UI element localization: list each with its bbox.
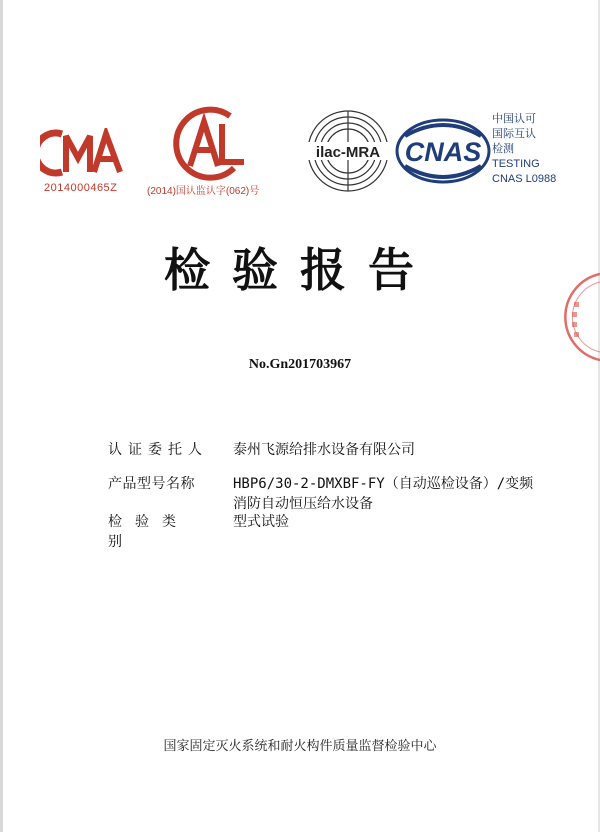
cnas-line: CNAS L0988 (492, 173, 557, 185)
field-value (233, 474, 573, 514)
field-label: 产品型号名称 (108, 476, 195, 492)
issuing-organization: 国家固定灭火系统和耐火构件质量监督检验中心 (163, 739, 437, 754)
cal-logo (168, 104, 254, 182)
cnas-line: 检测 (492, 143, 514, 155)
cnas-line: TESTING (492, 158, 540, 170)
cnas-accreditation-text (492, 112, 556, 187)
ilac-mra-text: ilac-MRA (315, 144, 381, 161)
cma-logo (40, 128, 126, 178)
field-value-line: HBP6/30-2-DMXBF-FY（自动巡检设备）/变频 (233, 476, 534, 492)
cnas-logo (395, 118, 491, 184)
cma-number: 2014000465Z (44, 182, 118, 194)
field-value: 泰州飞源给排水设备有限公司 (233, 442, 415, 458)
cnas-line: 国际互认 (492, 128, 536, 140)
ilac-mra-logo (300, 108, 396, 194)
field-value-line: 消防自动恒压给水设备 (233, 496, 373, 512)
cal-caption: (2014)国认监认字(062)号 (147, 186, 260, 197)
report-number: No.Gn201703967 (248, 357, 352, 372)
field-label: 认证委托人 (108, 442, 208, 458)
report-title: 检验报告 (164, 243, 436, 297)
cnas-text: CNAS (404, 137, 482, 167)
field-label: 检验类别 (108, 514, 189, 550)
cnas-line: 中国认可 (492, 113, 536, 125)
field-value: 型式试验 (233, 514, 289, 530)
